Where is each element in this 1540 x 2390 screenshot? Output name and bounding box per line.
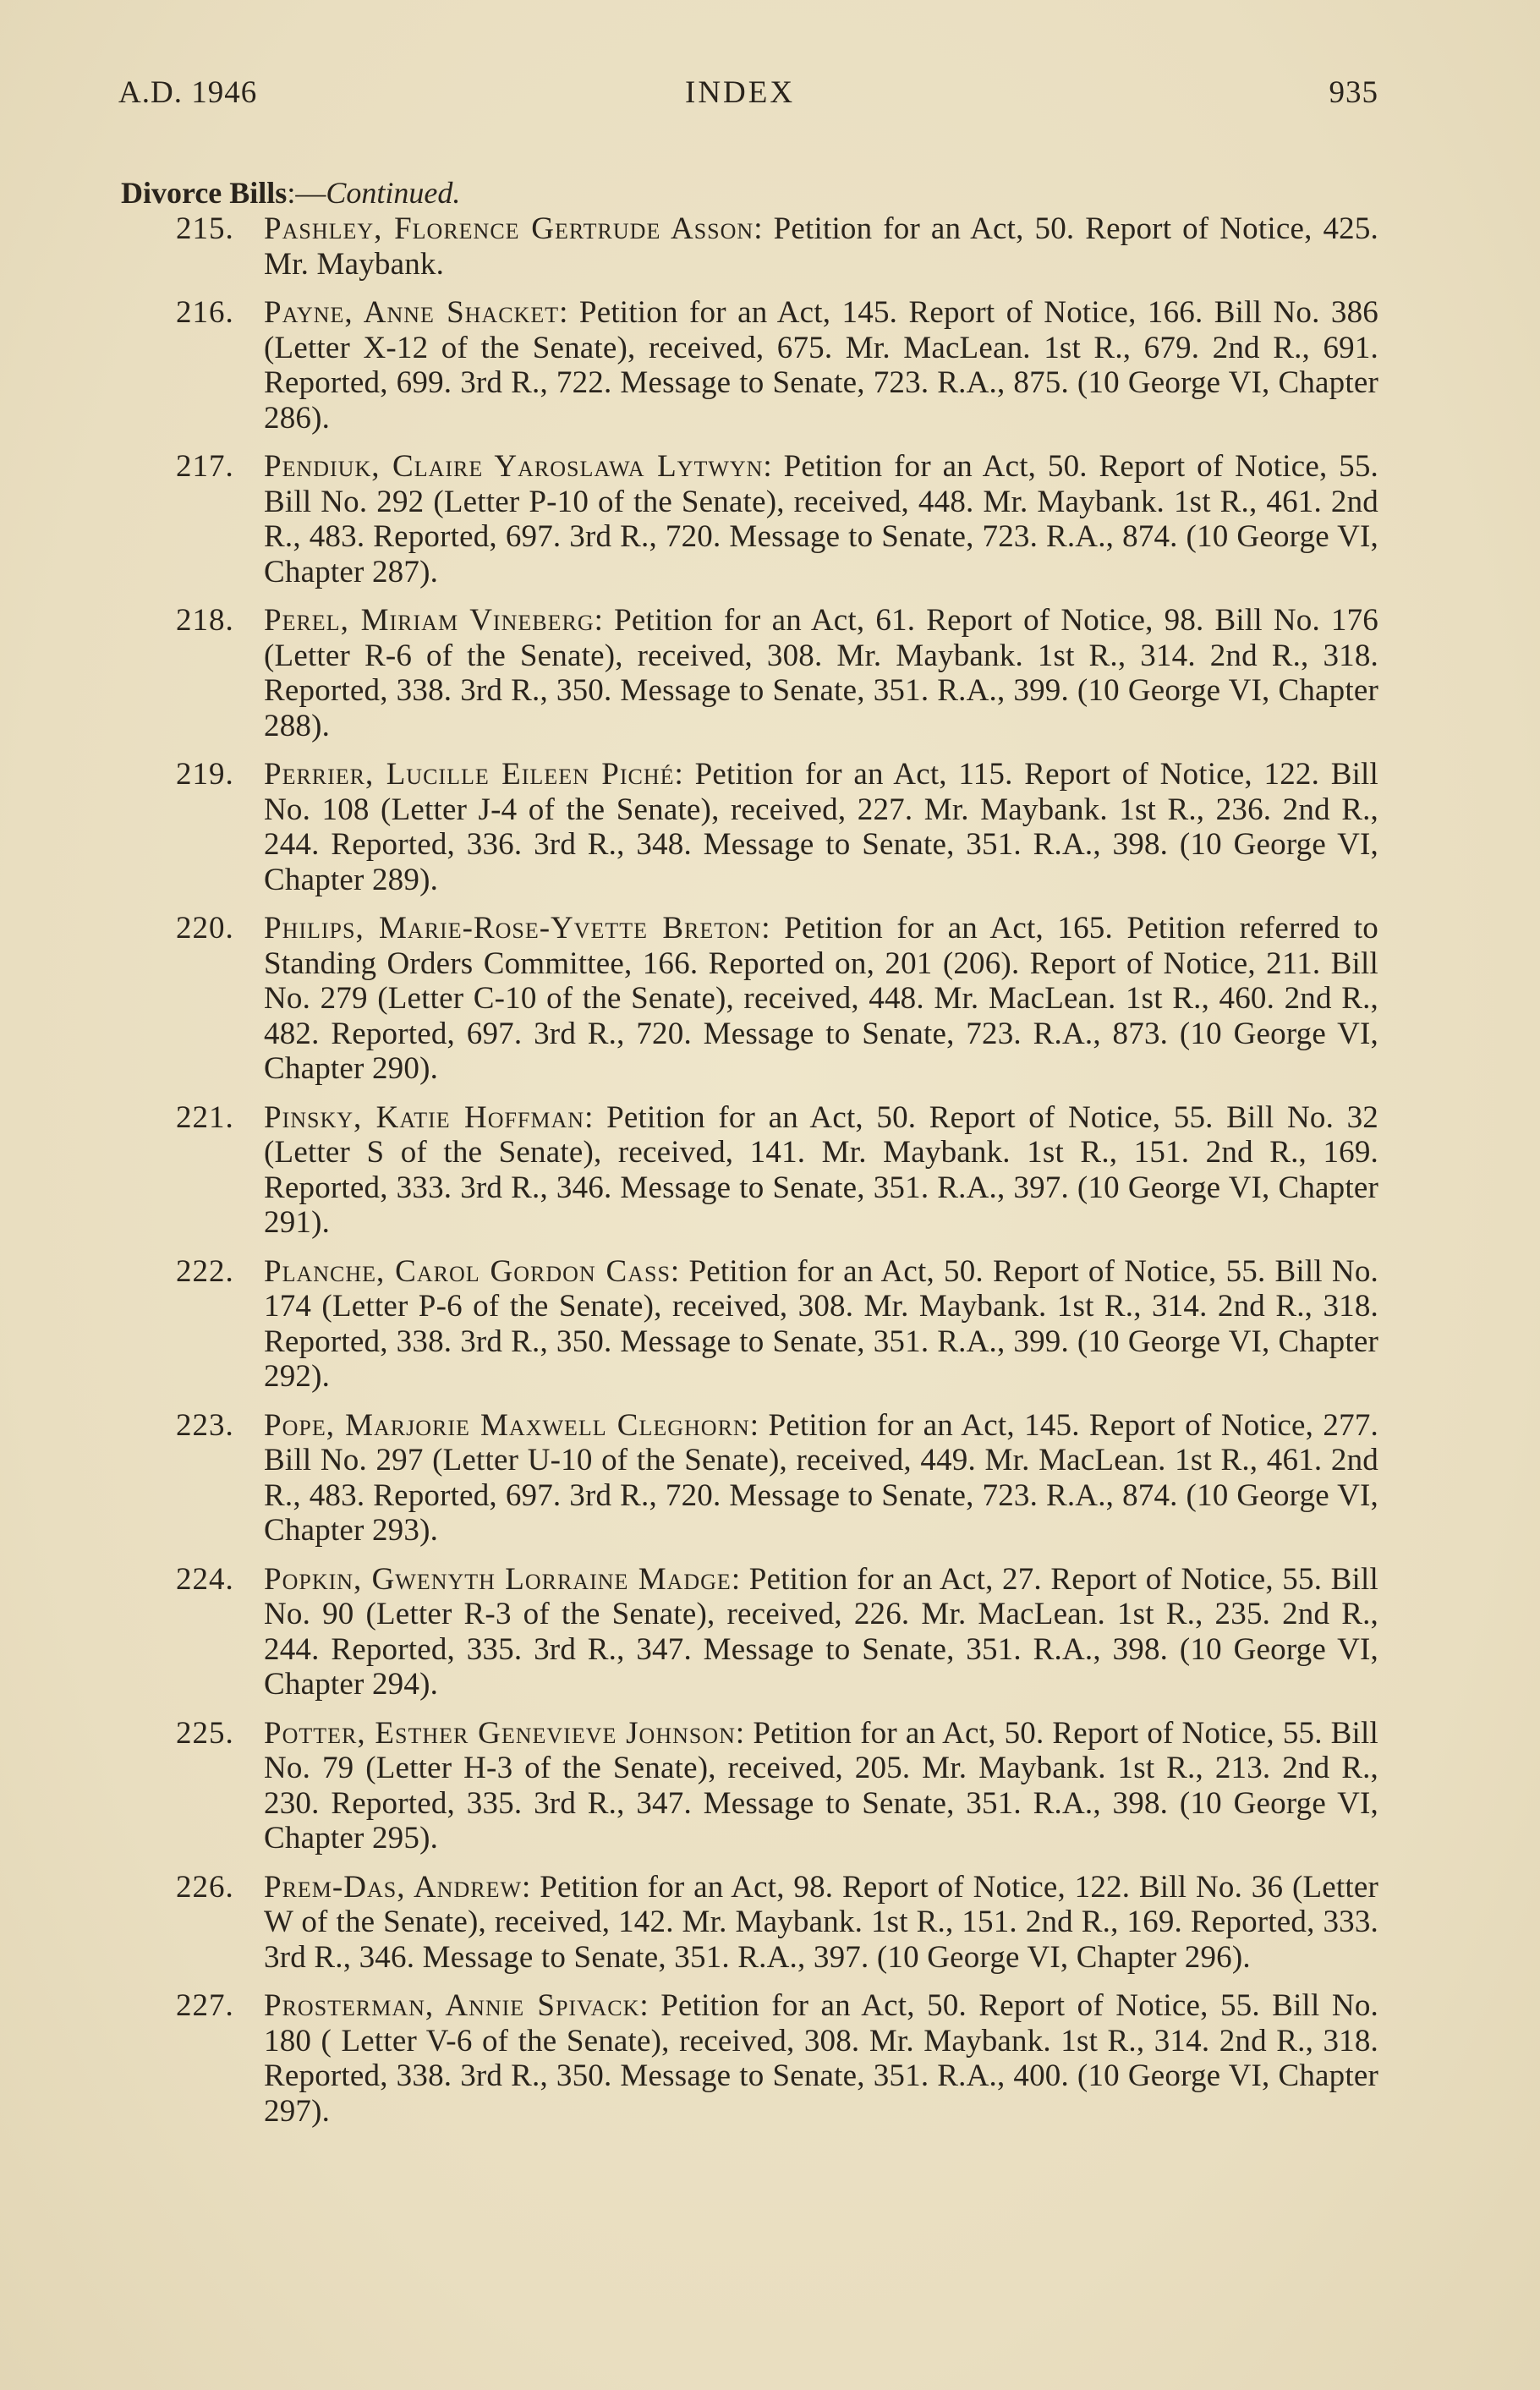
entry-name: Pope, Marjorie Maxwell Cleghorn xyxy=(264,1407,750,1443)
entry-body xyxy=(264,449,1378,589)
header-year: A.D. 1946 xyxy=(118,75,258,110)
entry-number: 220. xyxy=(176,911,234,946)
section-title: Divorce Bills xyxy=(121,176,288,210)
header-title: INDEX xyxy=(685,75,796,110)
entry-name: Prosterman, Annie Spivack xyxy=(264,1988,640,2023)
entry-name: Popkin, Gwenyth Lorraine Madge xyxy=(264,1561,732,1597)
index-entry xyxy=(0,449,1540,589)
entry-text: : Petition for an Act, 50. Report of Notice, 55. Bill No. 180 ( Letter V-6 of the Senate), received, 308. Mr. Maybank. 1st R., 314. 2nd R., 318. Reported, 338. 3rd R., 350. Message to Senate, 351. R.A., 400. (10 George VI, Chapter 297). xyxy=(264,1988,1378,2129)
entry-number: 223. xyxy=(176,1407,234,1443)
index-entry xyxy=(0,1870,1540,1976)
entry-body xyxy=(264,1870,1378,1976)
entry-text: : Petition for an Act, 165. Petition referred to Standing Orders Committee, 166. Reported on, 201 (206). Report of Notice, 211. Bill No. 279 (Letter C-10 of the Senate), received, 448. Mr. MacLean. 1st R., 460. 2nd R., 482. Reported, 697. 3rd R., 720. Message to Senate, 723. R.A., 873. (10 George VI, Chapter 290). xyxy=(264,911,1378,1086)
entry-text: : Petition for an Act, 27. Report of Notice, 55. Bill No. 90 (Letter R-3 of the Senate), received, 226. Mr. MacLean. 1st R., 235. 2nd R., 244. Reported, 335. 3rd R., 347. Message to Senate, 351. R.A., 398. (10 George VI, Chapter 294). xyxy=(264,1561,1378,1702)
page-number: 935 xyxy=(1329,75,1378,110)
entry-text: : Petition for an Act, 50. Report of Notice, 55. Bill No. 79 (Letter H-3 of the Senate), received, 205. Mr. Maybank. 1st R., 213. 2nd R., 230. Reported, 335. 3rd R., 347. Message to Senate, 351. R.A., 398. (10 George VI, Chapter 295). xyxy=(264,1715,1378,1856)
entry-body xyxy=(264,295,1378,436)
entry-text: : Petition for an Act, 50. Report of Notice, 425. Mr. Maybank. xyxy=(264,211,1378,282)
entry-number: 218. xyxy=(176,603,234,638)
entry-text: : Petition for an Act, 50. Report of Notice, 55. Bill No. 32 (Letter S of the Senate), received, 141. Mr. Maybank. 1st R., 151. 2nd R., 169. Reported, 333. 3rd R., 346. Message to Senate, 351. R.A., 397. (10 George VI, Chapter 291). xyxy=(264,1099,1378,1240)
entry-name: Prem-Das, Andrew xyxy=(264,1869,522,1905)
index-entry xyxy=(0,295,1540,436)
entry-number: 219. xyxy=(176,757,234,792)
entry-name: Pashley, Florence Gertrude Asson xyxy=(264,211,754,246)
entry-text: : Petition for an Act, 61. Report of Notice, 98. Bill No. 176 (Letter R-6 of the Senate), received, 308. Mr. Maybank. 1st R., 314. 2nd R., 318. Reported, 338. 3rd R., 350. Message to Senate, 351. R.A., 399. (10 George VI, Chapter 288). xyxy=(264,603,1378,743)
index-entry xyxy=(0,1988,1540,2129)
index-entry xyxy=(0,757,1540,897)
entry-body xyxy=(264,1408,1378,1549)
entry-text: : Petition for an Act, 50. Report of Notice, 55. Bill No. 292 (Letter P-10 of the Senate), received, 448. Mr. Maybank. 1st R., 461. 2nd R., 483. Reported, 697. 3rd R., 720. Message to Senate, 723. R.A., 874. (10 George VI, Chapter 287). xyxy=(264,449,1378,589)
entry-body xyxy=(264,603,1378,743)
entry-text: : Petition for an Act, 115. Report of Notice, 122. Bill No. 108 (Letter J-4 of the Senate), received, 227. Mr. Maybank. 1st R., 236. 2nd R., 244. Reported, 336. 3rd R., 348. Message to Senate, 351. R.A., 398. (10 George VI, Chapter 289). xyxy=(264,757,1379,897)
entry-number: 216. xyxy=(176,295,234,330)
entry-name: Perel, Miriam Vineberg xyxy=(264,603,595,638)
entry-body xyxy=(264,1254,1378,1395)
entry-number: 222. xyxy=(176,1253,234,1289)
index-entry xyxy=(0,211,1540,282)
entry-number: 221. xyxy=(176,1099,234,1135)
entry-name: Pinsky, Katie Hoffman xyxy=(264,1099,585,1135)
entry-body xyxy=(264,911,1378,1087)
index-entry xyxy=(0,1408,1540,1549)
entry-text: : Petition for an Act, 50. Report of Notice, 55. Bill No. 174 (Letter P-6 of the Senate), received, 308. Mr. Maybank. 1st R., 314. 2nd R., 318. Reported, 338. 3rd R., 350. Message to Senate, 351. R.A., 399. (10 George VI, Chapter 292). xyxy=(264,1253,1378,1394)
index-entry xyxy=(0,911,1540,1087)
entry-text: : Petition for an Act, 98. Report of Notice, 122. Bill No. 36 (Letter W of the Senate), received, 142. Mr. Maybank. 1st R., 151. 2nd R., 169. Reported, 333. 3rd R., 346. Message to Senate, 351. R.A., 397. (10 George VI, Chapter 296). xyxy=(264,1869,1378,1975)
index-entry xyxy=(0,1100,1540,1241)
entry-list xyxy=(0,211,1540,2142)
entry-name: Potter, Esther Genevieve Johnson xyxy=(264,1715,736,1751)
entry-number: 226. xyxy=(176,1869,234,1905)
entry-name: Perrier, Lucille Eileen Piché xyxy=(264,757,675,792)
entry-name: Payne, Anne Shacket xyxy=(264,295,560,330)
entry-text: : Petition for an Act, 145. Report of Notice, 277. Bill No. 297 (Letter U-10 of the Senate), received, 449. Mr. MacLean. 1st R., 461. 2nd R., 483. Reported, 697. 3rd R., 720. Message to Senate, 723. R.A., 874. (10 George VI, Chapter 293). xyxy=(264,1407,1378,1548)
index-entry xyxy=(0,1716,1540,1856)
section-continued: Continued. xyxy=(326,176,461,210)
page-header xyxy=(118,74,1378,122)
entry-name: Philips, Marie-Rose-Yvette Breton xyxy=(264,911,762,946)
index-entry xyxy=(0,1254,1540,1395)
section-heading xyxy=(121,175,460,211)
entry-body xyxy=(264,1562,1378,1702)
index-entry xyxy=(0,603,1540,743)
entry-text: : Petition for an Act, 145. Report of Notice, 166. Bill No. 386 (Letter X-12 of the Senate), received, 675. Mr. MacLean. 1st R., 679. 2nd R., 691. Reported, 699. 3rd R., 722. Message to Senate, 723. R.A., 875. (10 George VI, Chapter 286). xyxy=(264,295,1378,436)
entry-number: 227. xyxy=(176,1988,234,2023)
entry-name: Pendiuk, Claire Yaroslawa Lytwyn xyxy=(264,449,764,484)
entry-number: 217. xyxy=(176,449,234,484)
entry-name: Planche, Carol Gordon Cass xyxy=(264,1253,671,1289)
entry-body xyxy=(264,757,1378,897)
entry-number: 225. xyxy=(176,1715,234,1751)
entry-body xyxy=(264,211,1378,282)
entry-number: 215. xyxy=(176,211,234,246)
section-separator: :— xyxy=(287,176,326,210)
entry-body xyxy=(264,1100,1378,1241)
index-entry xyxy=(0,1562,1540,1702)
entry-number: 224. xyxy=(176,1561,234,1597)
entry-body xyxy=(264,1988,1378,2129)
entry-body xyxy=(264,1716,1378,1856)
